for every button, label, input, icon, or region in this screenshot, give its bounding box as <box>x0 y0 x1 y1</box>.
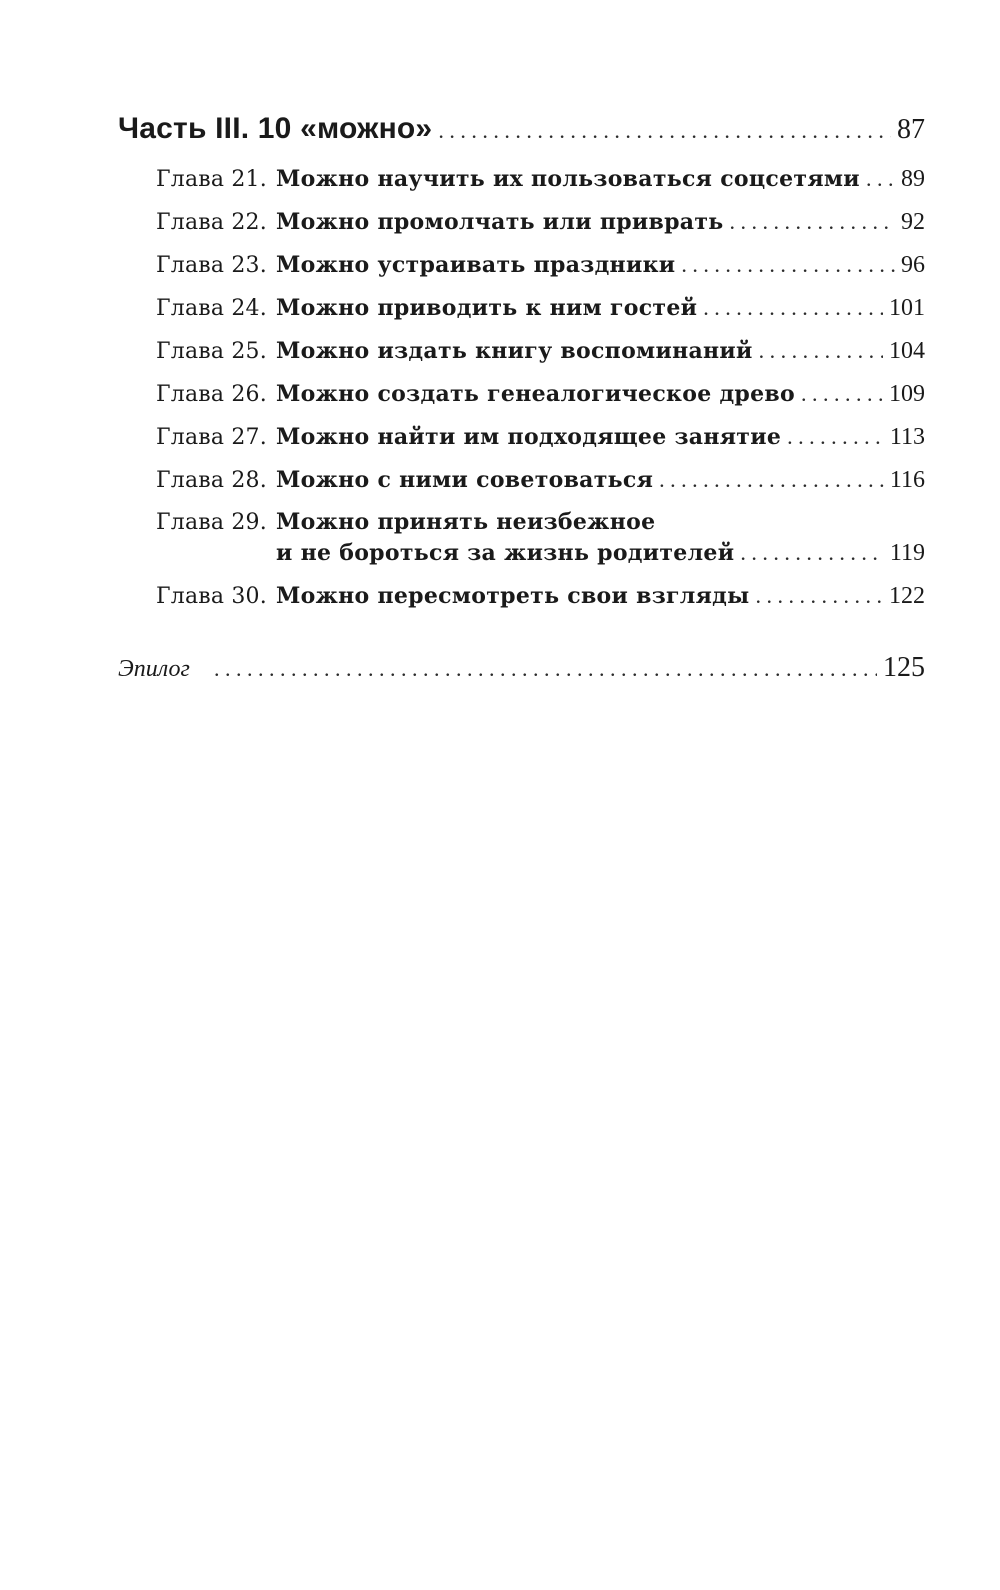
toc-chapter-entry <box>156 338 925 378</box>
chapter-title: Можно научить их пользоваться соцсетями <box>276 166 860 192</box>
leader-dots <box>759 338 883 364</box>
toc-chapter-entry <box>156 166 925 206</box>
leader-dots <box>214 656 877 682</box>
toc-chapter-entry <box>156 583 925 623</box>
chapter-page-number: 96 <box>901 252 925 278</box>
chapter-page-number: 113 <box>889 424 925 450</box>
chapter-page-number: 89 <box>901 166 925 192</box>
chapter-number: Глава 24. <box>156 296 267 321</box>
toc-epilogue-entry <box>118 652 925 696</box>
chapter-number: Глава 29. <box>156 510 267 535</box>
chapter-title: Можно приводить к ним гостей <box>276 295 698 321</box>
chapter-title: Можно промолчать или приврать <box>276 209 724 235</box>
epilogue-page-number: 125 <box>883 652 925 683</box>
chapter-title: Можно пересмотреть свои взгляды <box>276 583 750 609</box>
toc-chapter-entry <box>156 381 925 421</box>
leader-dots <box>730 209 895 235</box>
chapter-page-number: 92 <box>901 209 925 235</box>
leader-dots <box>756 583 884 609</box>
chapter-number: Глава 25. <box>156 339 267 364</box>
chapter-number: Глава 28. <box>156 468 267 493</box>
chapter-page-number: 109 <box>889 381 925 407</box>
toc-chapter-entry <box>156 424 925 464</box>
chapter-title-line1: Можно принять неизбежное <box>276 509 656 535</box>
chapter-page-number: 119 <box>889 540 925 566</box>
leader-dots <box>787 424 884 450</box>
chapter-title: Можно издать книгу воспоминаний <box>276 338 753 364</box>
chapter-title: Можно найти им подходящее занятие <box>276 424 782 450</box>
chapter-title-line2: и не бороться за жизнь родителей <box>276 540 735 566</box>
leader-dots <box>703 295 883 321</box>
leader-dots <box>659 467 884 493</box>
chapter-page-number: 101 <box>889 295 925 321</box>
chapter-page-number: 104 <box>889 338 925 364</box>
chapter-title: Можно создать генеалогическое древо <box>276 381 795 407</box>
part-title: Часть III. 10 «можно» <box>118 112 433 145</box>
epilogue-title: Эпилог <box>118 656 190 682</box>
chapter-page-number: 116 <box>889 467 925 493</box>
toc-chapter-entry <box>156 252 925 292</box>
toc-chapter-entry <box>156 209 925 249</box>
chapter-number: Глава 27. <box>156 425 267 450</box>
leader-dots <box>740 540 884 566</box>
chapter-title: Можно устраивать праздники <box>276 252 676 278</box>
leader-dots <box>681 252 895 278</box>
toc-chapter-entry-continuation <box>276 540 925 580</box>
leader-dots <box>438 118 891 144</box>
leader-dots <box>866 166 895 192</box>
toc-chapter-entry <box>156 295 925 335</box>
toc-chapter-entry <box>156 467 925 507</box>
chapter-number: Глава 22. <box>156 210 267 235</box>
part-page-number: 87 <box>897 114 925 145</box>
chapter-page-number: 122 <box>889 583 925 609</box>
chapter-number: Глава 30. <box>156 584 267 609</box>
toc-part-entry <box>118 112 925 162</box>
chapter-number: Глава 26. <box>156 382 267 407</box>
chapter-number: Глава 23. <box>156 253 267 278</box>
chapter-number: Глава 21. <box>156 167 267 192</box>
leader-dots <box>801 381 883 407</box>
chapter-title: Можно с ними советоваться <box>276 467 654 493</box>
